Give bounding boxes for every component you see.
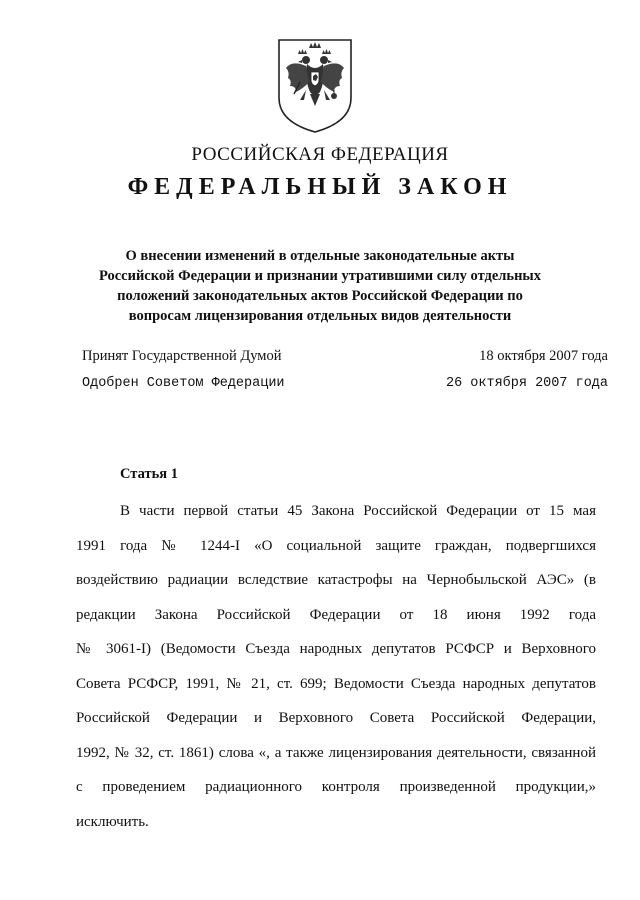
paragraph-line: воздействию радиации вследствие катастрофы на Чернобыльской АЭС» (в xyxy=(76,572,596,588)
paragraph-line: 1991 года № 1244-I «О социальной защите граждан, подвергшихся xyxy=(76,537,596,554)
law-title-line: вопросам лицензирования отдельных видов деятельности xyxy=(128,308,512,324)
coat-of-arms-icon xyxy=(276,38,354,134)
article-heading: Статья 1 xyxy=(120,466,178,482)
paragraph-line: Совета РСФСР, 1991, № 21, ст. 699; Ведомости Съезда народных депутатов xyxy=(76,675,596,692)
article-paragraph xyxy=(76,494,596,839)
council-approval-date: 26 октября 2007 года xyxy=(445,376,608,391)
paragraph-line: редакции Закона Российской Федерации от 18 июня 1992 года xyxy=(76,606,596,623)
law-title-line: Российской Федерации и признании утратившими силу отдельных xyxy=(98,268,542,284)
paragraph-line: № 3061-I) (Ведомости Съезда народных депутатов РСФСР и Верховного xyxy=(76,641,596,657)
council-approval-label: Одобрен Советом Федерации xyxy=(82,376,285,391)
document-type: ФЕДЕРАЛЬНЫЙ ЗАКОН xyxy=(127,174,513,200)
law-title-line: положений законодательных актов Российской Федерации по xyxy=(117,288,523,304)
paragraph-line: 1992, № 32, ст. 1861) слова «, а также лицензирования деятельности, связанной xyxy=(76,744,596,761)
duma-adoption-date: 18 октября 2007 года xyxy=(479,348,608,364)
law-title xyxy=(60,246,580,326)
duma-adoption-label: Принят Государственной Думой xyxy=(82,348,282,364)
paragraph-line: Российской Федерации и Верховного Совета Российской Федерации, xyxy=(76,710,596,726)
paragraph-line: исключить. xyxy=(76,813,149,830)
law-title-line: О внесении изменений в отдельные законодательные акты xyxy=(125,248,515,264)
paragraph-line: с проведением радиационного контроля произведенной продукции,» xyxy=(76,779,596,795)
paragraph-line: В части первой статьи 45 Закона Российской Федерации от 15 мая xyxy=(120,503,596,519)
country-name: РОССИЙСКАЯ ФЕДЕРАЦИЯ xyxy=(191,144,449,165)
